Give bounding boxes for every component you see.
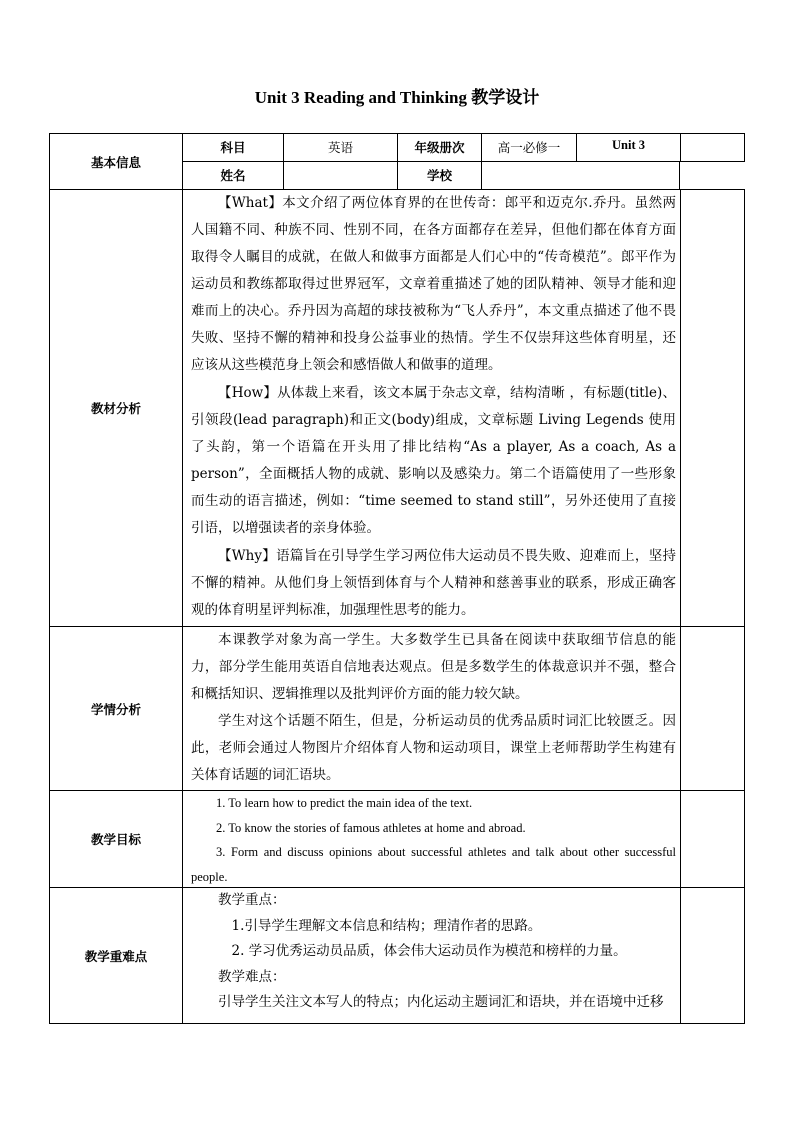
subject-label: 科目 — [182, 133, 284, 162]
unit-value: Unit 3 — [576, 133, 681, 162]
school-value — [481, 161, 680, 190]
focus-label: 教学重点： — [218, 892, 286, 908]
name-label: 姓名 — [182, 161, 284, 190]
school-label: 学校 — [397, 161, 482, 190]
basic-info-empty-1 — [680, 133, 745, 162]
grade-label: 年级册次 — [397, 133, 482, 162]
goal-item-1: 1. To learn how to predict the main idea of the text. — [216, 796, 473, 810]
goal-item-3: 3. Form and discuss opinions about successful athletes and talk about other successful people. — [191, 845, 676, 884]
teaching-goals-empty — [680, 790, 745, 888]
teaching-goals-label: 教学目标 — [49, 790, 183, 888]
key-points-label: 教学重难点 — [49, 887, 183, 1024]
focus-item-2: 2. 学习优秀运动员品质，体会伟大运动员作为模范和榜样的力量。 — [231, 943, 627, 959]
student-paragraph-1: 本课教学对象为高一学生。大多数学生已具备在阅读中获取细节信息的能力，部分学生能用英语自信地表达观点。但是多数学生的体裁意识并不强，整合和概括知识、逻辑推理以及批判评价方面的能力较欠缺。 — [191, 632, 676, 702]
goal-item-2: 2. To know the stories of famous athletes at home and abroad. — [216, 820, 526, 835]
difficulty-label: 教学难点： — [218, 968, 286, 985]
document-title: Unit 3 Reading and Thinking 教学设计 — [254, 88, 540, 107]
material-analysis-label: 教材分析 — [49, 189, 183, 627]
material-analysis-content — [182, 189, 681, 627]
paragraph-how: 【How】从体裁上来看，该文本属于杂志文章，结构清晰 ，有标题(title)、引领段(lead paragraph)和正文(body)组成，文章标题 Living Legends 使用了头韵，第一个语篇在开头用了排比结构“As a player, As a coach, As a person”，全面概括人物的成就、影响以及感染力。第二个语篇使用了一些形象而生动的语言描述，例如：“time seemed to stand still”，另外还使用了直接引语，以增强读者的亲身体验。 — [191, 385, 676, 536]
focus-item-1: 1.引导学生理解文本信息和结构；理清作者的思路。 — [231, 917, 542, 934]
paragraph-what: 【What】本文介绍了两位体育界的在世传奇：郎平和迈克尔.乔丹。虽然两人国籍不同、种族不同、性别不同，在各方面都存在差异，但他们都在体育方面取得令人瞩目的成就，在做人和做事方面都是人们心中的“传奇模范”。郎平作为运动员和教练都取得过世界冠军，文章着重描述了她的团队精神、领导才能和迎难而上的决心。乔丹因为高超的球技被称为“飞人乔丹”，本文重点描述了他不畏失败、坚持不懈的精神和投身公益事业的热情。学生不仅崇拜这些体育明星，还应该从这些模范身上领会和感悟做人和做事的道理。 — [191, 195, 676, 373]
student-analysis-empty — [680, 626, 745, 791]
student-analysis-label: 学情分析 — [49, 626, 183, 791]
difficulty-text: 引导学生关注文本写人的特点；内化运动主题词汇和语块，并在语境中迁移 — [218, 994, 664, 1010]
teaching-goals-content — [182, 790, 681, 888]
name-value — [283, 161, 398, 190]
key-points-empty — [680, 887, 745, 1024]
key-points-content — [182, 887, 681, 1024]
student-paragraph-2: 学生对这个话题不陌生，但是，分析运动员的优秀品质时词汇比较匮乏。因此，老师会通过人物图片介绍体育人物和运动项目，课堂上老师帮助学生构建有关体育话题的词汇语块。 — [191, 713, 676, 783]
subject-value: 英语 — [283, 133, 398, 162]
basic-info-label: 基本信息 — [49, 133, 183, 190]
paragraph-why: 【Why】语篇旨在引导学生学习两位伟大运动员不畏失败、迎难而上，坚持不懈的精神。从他们身上领悟到体育与个人精神和慈善事业的联系，形成正确客观的体育明星评判标准，加强理性思考的能力。 — [191, 548, 676, 618]
grade-value: 高一必修一 — [481, 133, 577, 162]
student-analysis-content — [182, 626, 681, 791]
material-analysis-empty — [680, 189, 745, 627]
